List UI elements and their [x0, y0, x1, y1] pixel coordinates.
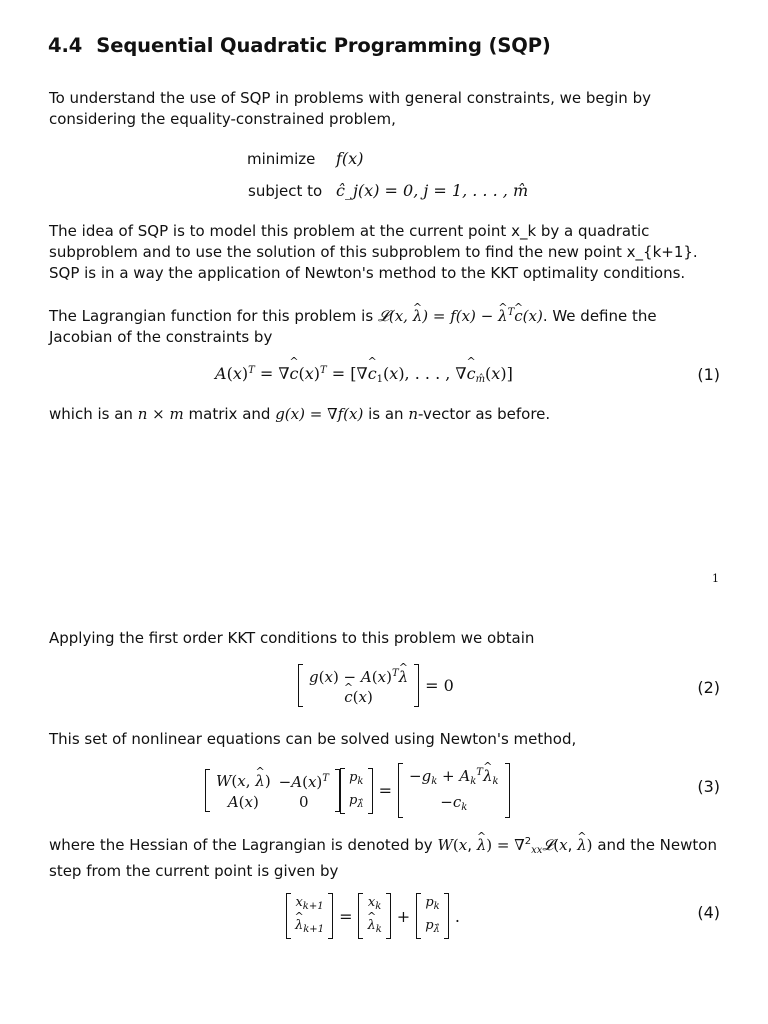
rhs-vector: $-g_k + A_k^T\lambda$ $\^{}_k$ $-c_k$ [398, 763, 510, 818]
kkt-equation: $g(x) - A(x)^T\lambda$ ^ c ^(x) = 0 [298, 664, 460, 707]
kkt-paragraph: Applying the first order KKT conditions to this problem we obtain [49, 629, 535, 647]
next-iterate-vector: $x_{k+1}$ λ $\^{}_{k+1}$ [286, 893, 333, 939]
equation-number-1: (1) [697, 365, 720, 384]
subject-to-label: subject to [248, 182, 323, 200]
kkt-matrix: W(x, λ ^) $-A(x)^T$ A(x) 0 [205, 769, 340, 812]
objective-function: f(x) [336, 149, 364, 168]
section-number: 4.4 [48, 34, 83, 57]
newton-system-equation: W(x, λ ^) $-A(x)^T$ A(x) 0 $p_k$ $p_{\lambdâ}$ = $-g_k + A_k^T\lambda$ $\^{}_k$ $-c_k$ [205, 763, 510, 818]
newton-step-vector: $p_k$ $p_{\lambdâ}$ [416, 893, 449, 939]
equation-number-3: (3) [697, 777, 720, 796]
matrix-text-a: which is an [49, 405, 133, 423]
step-vector: $p_k$ $p_{\lambdâ}$ [340, 768, 373, 814]
newton-paragraph: This set of nonlinear equations can be solved using Newton's method, [49, 730, 577, 748]
newton-step-equation: $x_{k+1}$ λ $\^{}_{k+1}$ = $x_k$ λ $\^{}_k$ + $p_k$ $p_{\lambdâ}$ . [286, 893, 466, 939]
section-heading [48, 34, 551, 57]
current-iterate-vector: $x_k$ λ $\^{}_k$ [358, 893, 390, 939]
matrix-text-c: is an [368, 405, 404, 423]
intro-paragraph: To understand the use of SQP in problems with general constraints, we begin by considering the equality-constrained problem, [49, 89, 651, 128]
lagrangian-text-b: . We define the Jacobian of the constraints by [49, 307, 657, 346]
section-title: Sequential Quadratic Programming (SQP) [96, 34, 551, 57]
lagrangian-formula: 𝓛(x, λ ^) = f(x) − λ ^$^T$c ^(x) [378, 307, 543, 325]
constraint-equation: ĉ_j(x) = 0, j = 1, . . . , m̂ [336, 181, 529, 200]
hessian-text-b: and the Newton step from the current point is given by [49, 836, 717, 880]
hessian-paragraph: where the Hessian of the Lagrangian is denoted by W(x, λ ^) = ∇$^2_{xx}$𝓛(x, λ ^) and the Newton step from the current point is given by [49, 831, 724, 882]
matrix-paragraph: which is an n × m matrix and g(x) = ∇f(x) is an n-vector as before. [49, 405, 551, 423]
kkt-vector: $g(x) - A(x)^T\lambda$ ^ c ^(x) [298, 664, 419, 707]
matrix-text-b: matrix and [188, 405, 271, 423]
equation-number-4: (4) [697, 903, 720, 922]
jacobian-equation: $A(x)^T = \nabla c$ $\^{}(x)^T = [\nabla c$ $\^{}_1(x)$, . . . , ∇c $\^{}_{m̂}(x)$] [215, 364, 513, 385]
matrix-text-d: -vector as before. [418, 405, 551, 423]
lagrangian-paragraph [49, 302, 724, 348]
idea-paragraph: The idea of SQP is to model this problem at the current point x_k by a quadratic subproblem and to use the solution of this subproblem to find the new point x_{k+1}. SQP is in a way the application of Newton's method to the KKT optimality conditions. [49, 222, 698, 282]
hessian-text-a: where the Hessian of the Lagrangian is denoted by [49, 836, 433, 854]
lagrangian-text-a: The Lagrangian function for this problem is [49, 307, 374, 325]
equation-number-2: (2) [697, 678, 720, 697]
page-number: 1 [712, 572, 719, 585]
minimize-label: minimize [247, 150, 316, 168]
